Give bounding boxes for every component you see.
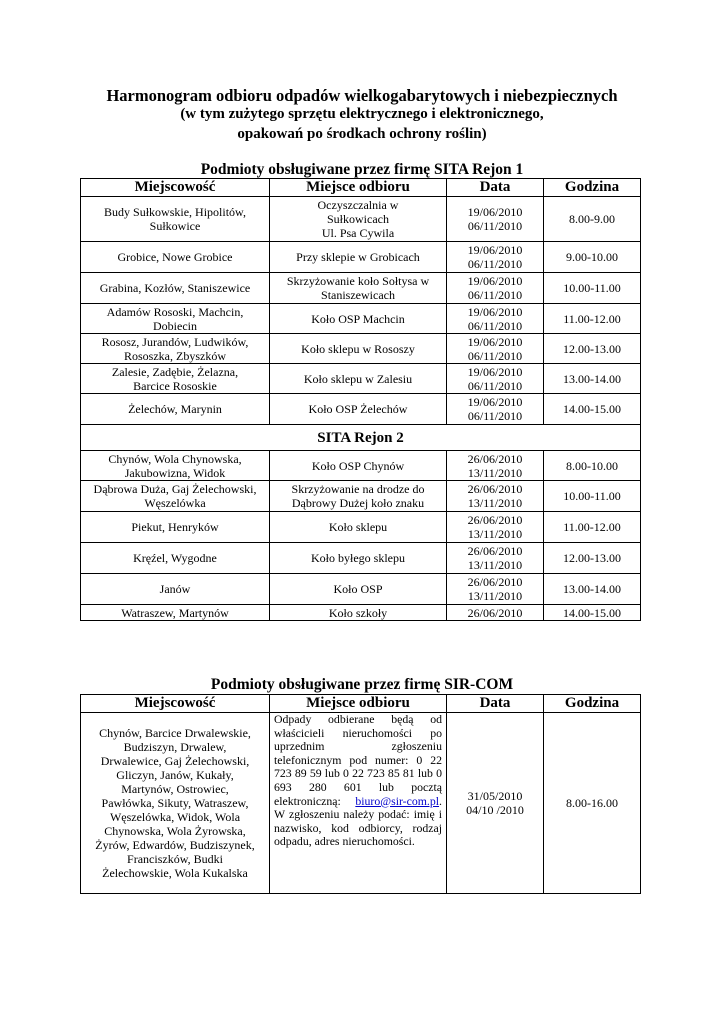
cell-line: Jakubowizna, Widok	[124, 465, 226, 480]
cell-line: Koło OSP Chynów	[311, 458, 405, 473]
cell-line: Chynów, Wola Chynowska,	[108, 451, 242, 466]
cell-line: 19/06/2010	[467, 243, 523, 257]
cell-line: Adamów Rososki, Machcin,	[106, 304, 244, 319]
cell-line: Barcice Rososkie	[133, 378, 217, 393]
date-cell	[447, 713, 544, 894]
cell-line: Budy Sułkowskie, Hipolitów,	[104, 205, 246, 219]
cell-line: Sułkowice	[149, 219, 201, 233]
cell-line: Budziszyn, Drwalew,	[123, 740, 227, 754]
place-cell	[81, 394, 270, 425]
site-cell	[270, 713, 447, 894]
site-cell	[270, 394, 447, 425]
table-row	[81, 713, 641, 894]
site-cell	[270, 512, 447, 543]
header-miejscowosc: Miejscowość	[81, 695, 270, 713]
date-cell	[447, 273, 544, 304]
site-cell	[270, 543, 447, 574]
hours-cell: 11.00-12.00	[544, 512, 641, 543]
date-cell	[447, 543, 544, 574]
cell-line: Żelechów, Marynin	[128, 402, 222, 416]
cell-line: Drwalewice, Gaj Żelechowski,	[100, 754, 250, 768]
cell-line: 19/06/2010	[467, 395, 523, 409]
place-cell	[81, 543, 270, 574]
cell-line: 06/11/2010	[467, 257, 523, 271]
cell-line: 19/06/2010	[467, 205, 523, 219]
cell-line: Węszelówka	[144, 496, 206, 510]
cell-line: 06/11/2010	[467, 409, 523, 423]
table-row	[81, 574, 641, 605]
cell-line: 31/05/2010	[467, 789, 523, 803]
header-miejsce-odbioru: Miejsce odbioru	[270, 695, 447, 713]
header-miejsce-odbioru: Miejsce odbioru	[270, 179, 447, 197]
cell-line: Oczyszczalnia w	[317, 198, 399, 212]
rejon2-rows	[81, 451, 641, 621]
table-row	[81, 394, 641, 425]
place-cell	[81, 197, 270, 242]
date-cell	[447, 481, 544, 512]
cell-line: Kręźel, Wygodne	[133, 551, 217, 565]
cell-line: 13/11/2010	[467, 527, 523, 541]
sita-schedule-table	[80, 178, 641, 621]
cell-line: Rososz, Jurandów, Ludwików,	[101, 334, 249, 349]
date-cell	[447, 394, 544, 425]
cell-line: Sułkowicach	[327, 212, 389, 226]
section-caption-sita: Podmioty obsługiwane przez firmę SITA Rejon 1	[200, 161, 524, 178]
site-text-after: . W zgłoszeniu należy podać: imię i nazwisko, kod odbiorcy, rodzaj odpadu, adres nieruchomości.	[274, 793, 442, 849]
cell-line: Pawłówka, Sikuty, Watraszew,	[101, 796, 249, 810]
cell-line: 06/11/2010	[467, 318, 523, 333]
table-header-row	[81, 179, 641, 197]
cell-line: Piekut, Henryków	[131, 520, 219, 534]
cell-line: Grobice, Nowe Grobice	[117, 250, 233, 264]
page-title: Harmonogram odbioru odpadów wielkogabarytowych i niebezpiecznych	[106, 86, 618, 105]
cell-line: Janów	[159, 582, 191, 596]
cell-line: Martynów, Ostrowiec,	[121, 782, 229, 796]
site-cell	[270, 273, 447, 304]
cell-line: Chynowska, Wola Żyrowska,	[104, 824, 246, 838]
cell-line: 13/11/2010	[467, 465, 523, 480]
table-row	[81, 543, 641, 574]
place-cell	[81, 273, 270, 304]
site-cell	[270, 574, 447, 605]
header-data: Data	[447, 179, 544, 197]
site-text: Odpady odbierane będą od właścicieli nieruchomości po uprzednim zgłoszeniu telefonicznym pod numer: 0 22 723 89 59 lub 0 22 723 85 81 lub 0 693 280 601 lub pocztą elektroniczną:	[274, 712, 442, 808]
cell-line: Koło OSP Machcin	[311, 311, 405, 326]
cell-line: Staniszewicach	[321, 288, 395, 302]
email-link[interactable]: biuro@sir-com.pl	[355, 793, 440, 808]
header-data: Data	[447, 695, 544, 713]
date-cell	[447, 304, 544, 334]
rejon1-rows	[81, 197, 641, 425]
hours-cell: 8.00-9.00	[544, 197, 641, 242]
cell-line: Chynów, Barcice Drwalewskie,	[99, 726, 251, 740]
header-godzina: Godzina	[544, 179, 641, 197]
place-cell	[81, 364, 270, 394]
cell-line: 26/06/2010	[467, 482, 523, 496]
table-row	[81, 605, 641, 621]
cell-line: 26/06/2010	[467, 451, 523, 466]
hours-cell: 10.00-11.00	[544, 273, 641, 304]
rejon2-label: SITA Rejon 2	[81, 425, 641, 451]
cell-line: 06/11/2010	[467, 378, 523, 393]
cell-line: Zalesie, Zadębie, Żelazna,	[111, 364, 239, 379]
cell-line: 19/06/2010	[467, 334, 523, 349]
cell-line: Skrzyżowanie na drodze do	[291, 482, 425, 496]
hours-cell: 12.00-13.00	[544, 334, 641, 364]
header-godzina: Godzina	[544, 695, 641, 713]
table-row	[81, 273, 641, 304]
cell-line: Rososzka, Zbyszków	[124, 348, 226, 363]
cell-line: Przy sklepie w Grobicach	[296, 250, 420, 264]
table-row	[81, 481, 641, 512]
place-cell	[81, 451, 270, 481]
hours-cell: 13.00-14.00	[544, 364, 641, 394]
hours-cell: 8.00-16.00	[544, 713, 641, 894]
place-cell	[81, 242, 270, 273]
table-row	[81, 334, 641, 364]
cell-line: Koło szkoły	[328, 605, 388, 620]
place-cell	[81, 512, 270, 543]
cell-line: Koło OSP	[333, 582, 383, 596]
cell-line: Dąbrowy Dużej koło znaku	[291, 496, 425, 510]
place-cell	[81, 304, 270, 334]
site-cell	[270, 242, 447, 273]
site-cell	[270, 304, 447, 334]
hours-cell: 10.00-11.00	[544, 481, 641, 512]
cell-line: Koło sklepu	[328, 520, 388, 534]
hours-cell: 11.00-12.00	[544, 304, 641, 334]
cell-line: 26/06/2010	[467, 513, 523, 527]
hours-cell: 12.00-13.00	[544, 543, 641, 574]
date-cell	[447, 605, 544, 621]
cell-line: Żyrów, Edwardów, Budziszynek,	[95, 838, 255, 852]
cell-line: Dobiecin	[153, 318, 197, 333]
table-row	[81, 242, 641, 273]
place-cell	[81, 334, 270, 364]
sircom-schedule-table	[80, 694, 641, 894]
cell-line: 19/06/2010	[467, 274, 523, 288]
hours-cell: 9.00-10.00	[544, 242, 641, 273]
cell-line: 26/06/2010	[467, 544, 523, 558]
cell-line: 04/10 /2010	[466, 803, 524, 817]
cell-line: 19/06/2010	[467, 364, 523, 379]
place-cell	[81, 605, 270, 621]
cell-line: 26/06/2010	[467, 605, 523, 620]
cell-line: Żelechowskie, Wola Kukalska	[102, 866, 248, 880]
date-cell	[447, 334, 544, 364]
cell-line: Ul. Psa Cywila	[321, 226, 395, 240]
page-subtitle-line-2: opakowań po środkach ochrony roślin)	[237, 126, 487, 142]
table-row	[81, 512, 641, 543]
place-cell	[81, 574, 270, 605]
table-row	[81, 304, 641, 334]
cell-line: Koło OSP Żelechów	[308, 402, 408, 416]
section-caption-sircom: Podmioty obsługiwane przez firmę SIR-COM	[210, 676, 514, 693]
cell-line: 19/06/2010	[467, 304, 523, 319]
cell-line: Skrzyżowanie koło Sołtysa w	[286, 274, 430, 288]
site-cell	[270, 334, 447, 364]
place-cell	[81, 713, 270, 894]
table-row	[81, 364, 641, 394]
site-cell	[270, 451, 447, 481]
cell-line: 13/11/2010	[467, 589, 523, 603]
cell-line: Koło sklepu w Rososzy	[301, 341, 415, 356]
table-header-row	[81, 695, 641, 713]
cell-line: Franciszków, Budki	[127, 852, 223, 866]
date-cell	[447, 242, 544, 273]
hours-cell: 14.00-15.00	[544, 394, 641, 425]
cell-line: Gliczyn, Janów, Kukały,	[116, 768, 234, 782]
cell-line: 06/11/2010	[467, 288, 523, 302]
hours-cell: 8.00-10.00	[544, 451, 641, 481]
site-cell	[270, 364, 447, 394]
date-cell	[447, 451, 544, 481]
cell-line: Koło byłego sklepu	[311, 551, 405, 565]
date-cell	[447, 574, 544, 605]
site-cell	[270, 481, 447, 512]
date-cell	[447, 364, 544, 394]
site-cell	[270, 605, 447, 621]
hours-cell: 14.00-15.00	[544, 605, 641, 621]
date-cell	[447, 512, 544, 543]
cell-line: Grabina, Kozłów, Staniszewice	[99, 281, 251, 295]
cell-line: Dąbrowa Duża, Gaj Żelechowski,	[93, 482, 257, 496]
cell-line: Koło sklepu w Zalesiu	[303, 371, 413, 386]
site-cell	[270, 197, 447, 242]
cell-line: 06/11/2010	[467, 219, 523, 233]
cell-line: 13/11/2010	[467, 558, 523, 572]
header-miejscowosc: Miejscowość	[81, 179, 270, 197]
cell-line: 26/06/2010	[467, 575, 523, 589]
cell-line: 13/11/2010	[467, 496, 523, 510]
place-cell	[81, 481, 270, 512]
date-cell	[447, 197, 544, 242]
table-row	[81, 451, 641, 481]
cell-line: Watraszew, Martynów	[121, 605, 229, 620]
hours-cell: 13.00-14.00	[544, 574, 641, 605]
rejon2-row	[81, 425, 641, 451]
table-row	[81, 197, 641, 242]
cell-line: 06/11/2010	[467, 348, 523, 363]
page-subtitle-line-1: (w tym zużytego sprzętu elektrycznego i elektronicznego,	[180, 106, 544, 122]
cell-line: Węszelówka, Widok, Wola	[109, 810, 241, 824]
